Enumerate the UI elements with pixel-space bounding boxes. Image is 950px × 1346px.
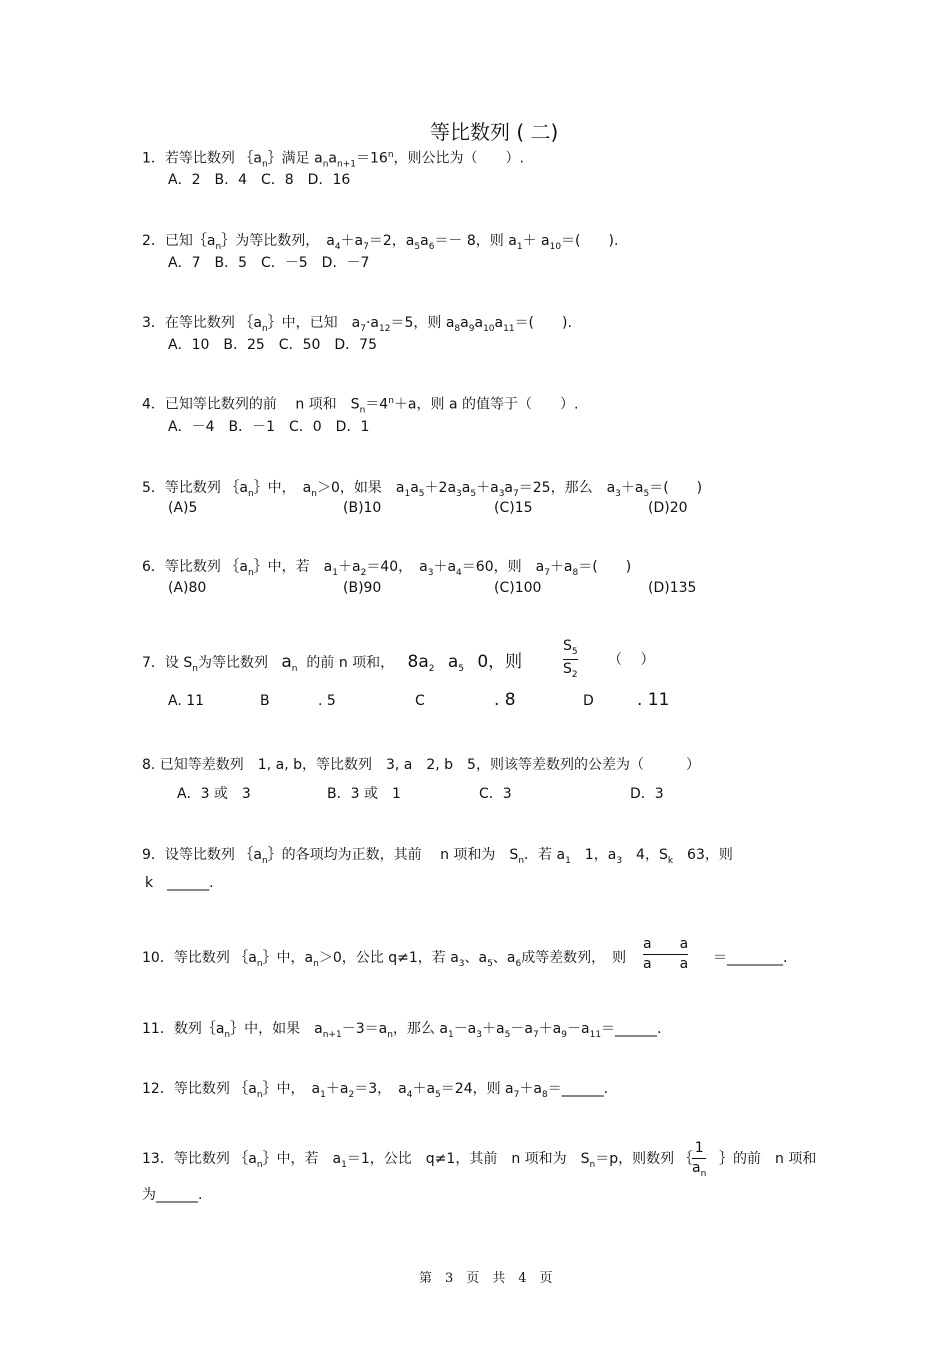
question-8-option-d: D．3 xyxy=(630,786,664,802)
question-3: 3．在等比数列 $\{a_n\}$中，已知 $a_7\cdot a_{12}=5$，则 $a_8a_9a_{10}a_{11}=$( ). xyxy=(142,315,572,334)
question-2-options: A．7 B．5 C．－5 D．－7 xyxy=(168,255,370,271)
question-13-tail: ｝的前 n 项和 xyxy=(719,1151,817,1167)
question-7-option-d: D xyxy=(583,693,594,709)
question-5-option-c: (C)15 xyxy=(494,500,533,516)
question-9: 9．设等比数列 $\{a_n\}$的各项均为正数，其前 n 项和为 $S_n$．若 $a_1$ 1，$a_3$ 4，$S_k$ 63，则 xyxy=(142,847,733,866)
question-7-option-c: C xyxy=(415,693,425,709)
question-12: 12．等比数列 $\{a_n\}$中， $a_1+a_2=3$， $a_4+a_5=24$，则 $a_7+a_8=\_\_\_\_\_\_$. xyxy=(142,1081,609,1100)
question-2: 2．已知$\{a_n\}$为等比数列， $a_4+a_7=2$，$a_5a_6=- 8$，则 $a_1+ a_{10}=$( ). xyxy=(142,233,619,252)
question-8-option-a: A．3 或 3 xyxy=(177,786,251,802)
question-7-option-b: B xyxy=(260,693,270,709)
question-7-paren: （ ） xyxy=(608,652,655,668)
question-3-options: A．10 B．25 C．50 D．75 xyxy=(168,337,377,353)
question-8-option-c: C．3 xyxy=(479,786,512,802)
question-6: 6．等比数列 $\{a_n\}$中，若 $a_1+a_2=40$， $a_3+a_4=60$，则 $a_7+a_8=$( ) xyxy=(142,559,632,578)
question-5-option-a: (A)5 xyxy=(168,500,198,516)
question-8: 8. 已知等差数列 1, a, b，等比数列 3, a 2, b 5，则该等差数列的公差为（ ） xyxy=(142,757,700,773)
question-7-option-d-value: . 11 xyxy=(637,690,670,710)
question-13: 13．等比数列 $\{a_n\}$中，若 $a_1=1$，公比 q≠1，其前 n 项和为 $S_n=p$，则数列 ｛ xyxy=(142,1151,693,1170)
question-10-answer-blank: ＝________. xyxy=(713,950,788,966)
question-13-line-2: 为______. xyxy=(142,1187,203,1203)
question-4-options: A．－4 B．－1 C．0 D．1 xyxy=(168,419,370,435)
question-6-option-d: (D)135 xyxy=(648,580,697,596)
question-9-line-2: k ______. xyxy=(145,875,214,891)
question-13-fraction: 1 $a_n$ xyxy=(692,1140,707,1179)
page-footer: 第 3 页 共 4 页 xyxy=(419,1271,553,1286)
question-5-option-d: (D)20 xyxy=(648,500,688,516)
question-5-option-b: (B)10 xyxy=(343,500,382,516)
question-6-option-b: (B)90 xyxy=(343,580,382,596)
question-11: 11．数列$\{a_n\}$中，如果 $a_{n+1}-3=a_n$，那么 $a_1-a_3+a_5-a_7+a_9-a_{11}=\_\_\_\_\_\_$. xyxy=(142,1021,662,1040)
question-7-option-a: A. 11 xyxy=(168,693,205,709)
question-8-option-b: B．3 或 1 xyxy=(327,786,401,802)
question-4: 4．已知等比数列的前 n 项和 $S_n=4^n+a$，则 a 的值等于（ ）. xyxy=(142,396,579,416)
question-10: 10．等比数列 $\{a_n\}$中，$a_n>0$，公比 q≠1，若 $a_3$、$a_5$、$a_6$成等差数列， 则 xyxy=(142,950,627,969)
question-6-option-c: (C)100 xyxy=(494,580,542,596)
question-7: 7．设 $S_n$为等比数列 $a_n$ 的前 n 项和， $8a_2$ $a_5$ 0，则 xyxy=(142,652,523,674)
question-7-option-b-value: . 5 xyxy=(318,693,336,709)
question-6-option-a: (A)80 xyxy=(168,580,207,596)
question-1-options: A．2 B．4 C．8 D．16 xyxy=(168,172,351,188)
page-title: 等比数列 ( 二) xyxy=(430,120,559,144)
question-10-fraction: a a a a xyxy=(643,936,689,972)
question-7-fraction: $S_5$ $S_2$ xyxy=(563,638,578,680)
question-7-option-c-value: . 8 xyxy=(494,690,516,710)
question-5: 5．等比数列 $\{a_n\}$中， $a_n>0$，如果 $a_1a_5+2a_3a_5+a_3a_7=25$，那么 $a_3+a_5=$( ) xyxy=(142,480,703,499)
question-1: 1．若等比数列 $\{a_n\}$满足 $a_na_{n+1}=16^n$，则公比为（ ）. xyxy=(142,150,524,170)
